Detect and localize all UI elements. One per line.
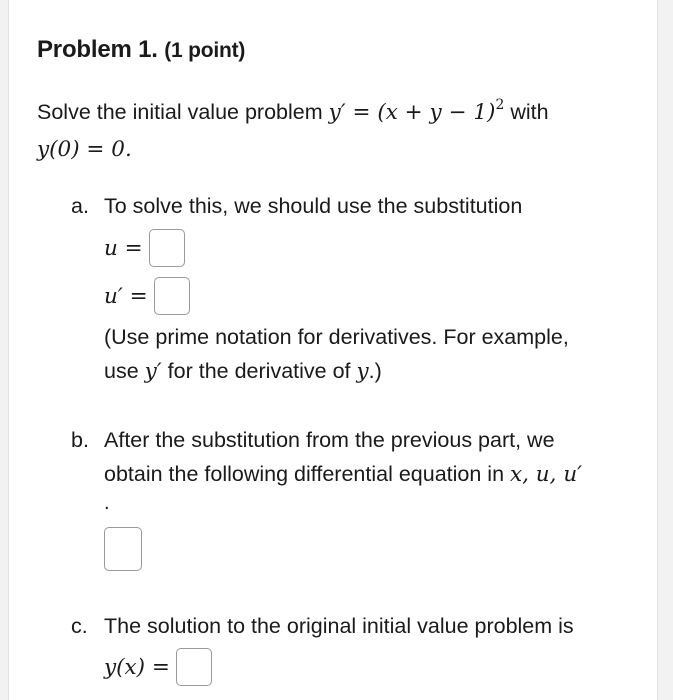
yx-label: y(x) =	[104, 654, 170, 680]
part-a-note-line2	[104, 359, 382, 384]
part-b-line2	[104, 462, 582, 487]
note-y: y	[356, 359, 369, 384]
u-answer-input[interactable]	[149, 229, 185, 267]
part-b-answer-input[interactable]	[104, 527, 142, 571]
intro-text: Solve the initial value problem	[37, 100, 323, 124]
part-b-line1: After the substitution from the previous part, we	[104, 428, 555, 452]
part-a-note-line1: (Use prime notation for derivatives. For example,	[104, 325, 569, 349]
yx-answer-input[interactable]	[176, 648, 212, 686]
uprime-label: u′ =	[104, 283, 148, 309]
note-use: use	[104, 359, 139, 383]
part-c-text: The solution to the original initial value problem is	[104, 614, 574, 638]
problem-card	[8, 0, 658, 700]
part-b-vars: x, u, u′	[510, 462, 583, 487]
part-b-letter: b.	[71, 428, 89, 452]
problem-statement-line1	[37, 97, 549, 125]
part-a-text: To solve this, we should use the substitution	[104, 194, 523, 218]
problem-number: Problem 1.	[37, 36, 158, 63]
uprime-row	[104, 274, 190, 318]
u-label: u =	[104, 235, 143, 261]
uprime-answer-input[interactable]	[154, 277, 190, 315]
u-row	[104, 226, 185, 270]
note-yprime: y′	[144, 359, 162, 384]
part-b-answer-row	[104, 527, 142, 571]
part-c-letter: c.	[71, 614, 88, 638]
problem-title	[37, 36, 245, 64]
note-end: .)	[368, 359, 382, 383]
part-a-letter: a.	[71, 194, 89, 218]
note-mid: for the derivative of	[167, 359, 351, 383]
part-b-period: .	[104, 492, 110, 514]
yx-row	[104, 645, 212, 689]
initial-condition: y(0) = 0.	[37, 137, 132, 162]
with-word: with	[510, 100, 549, 124]
problem-points: (1 point)	[164, 39, 246, 62]
part-b-line2-text: obtain the following differential equation in	[104, 462, 505, 486]
ode-equation: y′ = (x + y − 1)	[328, 100, 496, 125]
ode-exponent: 2	[495, 97, 505, 113]
